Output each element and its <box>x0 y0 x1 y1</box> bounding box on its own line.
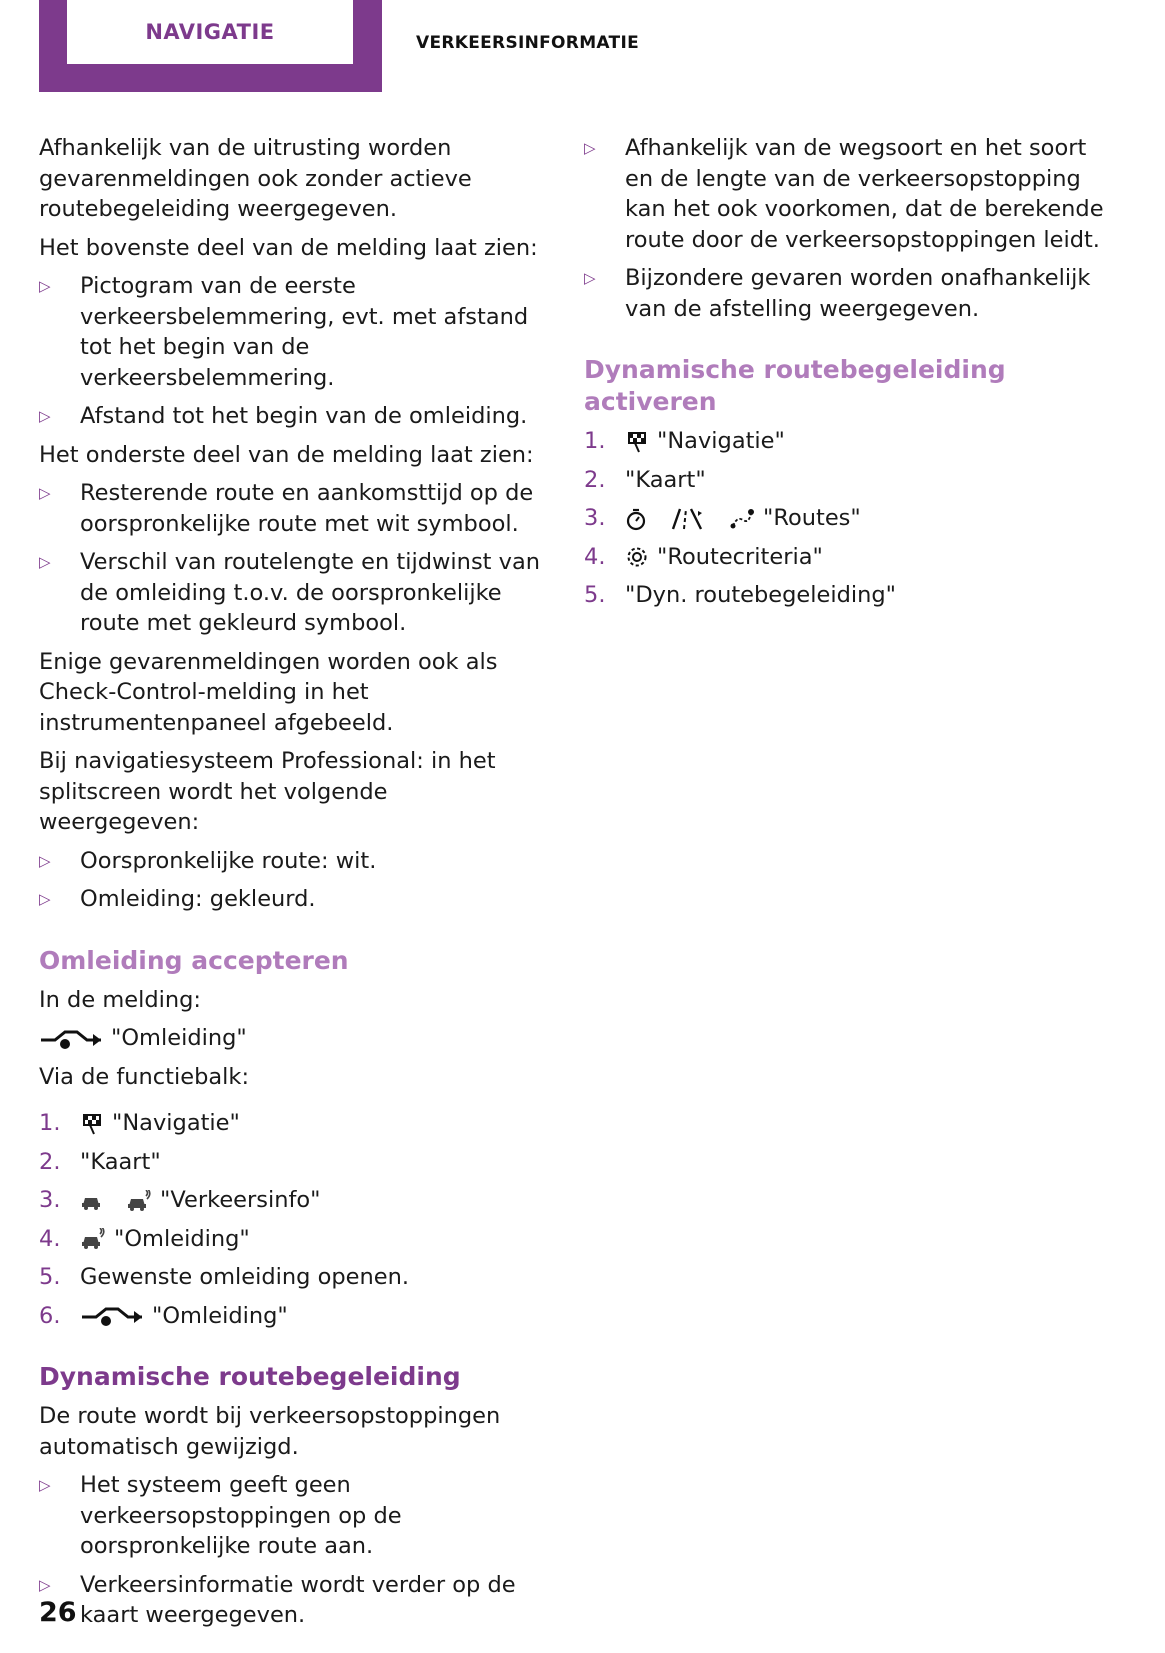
triangle-bullet-icon: ▷ <box>39 407 51 425</box>
triangle-bullet-icon: ▷ <box>584 269 596 287</box>
detour-icon <box>80 1304 144 1328</box>
chapter-label: NAVIGATIE <box>145 20 275 44</box>
bullet-list <box>39 271 549 432</box>
triangle-bullet-icon: ▷ <box>39 553 51 571</box>
list-item: ▷ Pictogram van de eerste verkeersbelemmering, evt. met afstand tot het begin van de verkeersbelemmering. <box>39 273 529 391</box>
heading-dynamic-routing: Dynamische routebegeleiding <box>39 1362 461 1391</box>
header-tab-inner <box>67 0 353 64</box>
detour-icon <box>39 1027 103 1051</box>
list-item: ▷ Het systeem geeft geen verkeersopstoppingen op de oorspronkelijke route aan. <box>39 1472 402 1559</box>
list-item: ▷ Resterende route en aankomsttijd op de oorspronkelijke route met wit symbool. <box>39 480 534 537</box>
list-item: 6. "Omleiding" <box>39 1302 288 1329</box>
checkered-flag-icon <box>625 430 649 454</box>
list-item: 1. "Navigatie" <box>39 1110 240 1136</box>
list-item: ▷ Verschil van routelengte en tijdwinst van de omleiding t.o.v. de oorspronkelijke route met gekleurd symbool. <box>39 549 540 636</box>
right-column <box>584 133 1114 619</box>
route-icon <box>729 508 755 530</box>
list-item: ▷ Afstand tot het begin van de omleiding. <box>39 401 549 432</box>
checkered-flag-icon <box>80 1112 104 1136</box>
gear-icon <box>625 545 649 569</box>
heading-activate-dynamic-routing: Dynamische routebegeleiding activeren <box>584 355 1006 416</box>
list-item: 2. "Kaart" <box>39 1148 161 1175</box>
stopwatch-icon <box>625 507 647 531</box>
triangle-bullet-icon: ▷ <box>584 139 596 157</box>
paragraph: Bij navigatiesysteem Professional: in het splitscreen wordt het volgende weergegeven: <box>39 748 496 835</box>
list-item: 2. "Kaart" <box>584 466 706 493</box>
list-item: 4. "Routecriteria" <box>584 543 823 570</box>
list-item: ▷ Oorspronkelijke route: wit. <box>39 846 549 877</box>
list-item: 3. "Verkeersinfo" <box>39 1187 321 1213</box>
numbered-list <box>584 426 1114 611</box>
list-item: 5. Gewenste omleiding openen. <box>39 1264 409 1290</box>
triangle-bullet-icon: ▷ <box>39 277 51 295</box>
traffic-info-icon <box>80 1228 106 1250</box>
list-item: ▷ Afhankelijk van de wegsoort en het soort en de lengte van de verkeersopstopping kan het ook voorkomen, dat de berekende route door de verkeersopstoppingen leidt. <box>584 135 1104 253</box>
list-item: 3. "Routes" <box>584 505 861 531</box>
list-item: ▷ Omleiding: gekleurd. <box>39 884 549 915</box>
triangle-bullet-icon: ▷ <box>39 1476 51 1494</box>
bullet-list <box>39 478 549 639</box>
page-number: 26 <box>39 1597 77 1628</box>
paragraph: Afhankelijk van de uitrusting worden gevarenmeldingen ook zonder actieve routebegeleiding weergegeven. <box>39 135 472 222</box>
route-lanes-icon <box>671 507 705 531</box>
bullet-list <box>39 846 549 915</box>
heading-accept-detour: Omleiding accepteren <box>39 945 349 975</box>
triangle-bullet-icon: ▷ <box>39 851 51 870</box>
triangle-bullet-icon: ▷ <box>39 890 51 908</box>
list-item: ▷ Bijzondere gevaren worden onafhankelijk van de afstelling weergegeven. <box>584 265 1091 322</box>
list-item: 5. "Dyn. routebegeleiding" <box>584 582 897 608</box>
traffic-info-icon <box>126 1190 152 1212</box>
section-title: VERKEERSINFORMATIE <box>416 33 639 53</box>
paragraph: In de melding: <box>39 986 201 1013</box>
paragraph: Via de functiebalk: <box>39 1063 250 1090</box>
bullet-list <box>584 133 1114 324</box>
paragraph: Het bovenste deel van de melding laat zien: <box>39 234 538 261</box>
traffic-car-icon <box>80 1191 102 1211</box>
list-item: ▷ Verkeersinformatie wordt verder op de kaart weergegeven. <box>39 1571 516 1628</box>
detour-instruction: "Omleiding" <box>39 1023 549 1054</box>
numbered-list <box>39 1108 549 1331</box>
paragraph: Het onderste deel van de melding laat zien: <box>39 441 534 468</box>
list-item: 4. "Omleiding" <box>39 1225 250 1252</box>
paragraph: De route wordt bij verkeersopstoppingen automatisch gewijzigd. <box>39 1403 501 1460</box>
paragraph: Enige gevarenmeldingen worden ook als Check-Control-melding in het instrumentenpaneel afgebeeld. <box>39 648 498 736</box>
list-item: 1. "Navigatie" <box>584 428 785 454</box>
triangle-bullet-icon: ▷ <box>39 1575 51 1594</box>
left-column <box>39 133 549 1639</box>
header-tab <box>39 0 382 92</box>
triangle-bullet-icon: ▷ <box>39 484 51 502</box>
bullet-list <box>39 1470 549 1631</box>
